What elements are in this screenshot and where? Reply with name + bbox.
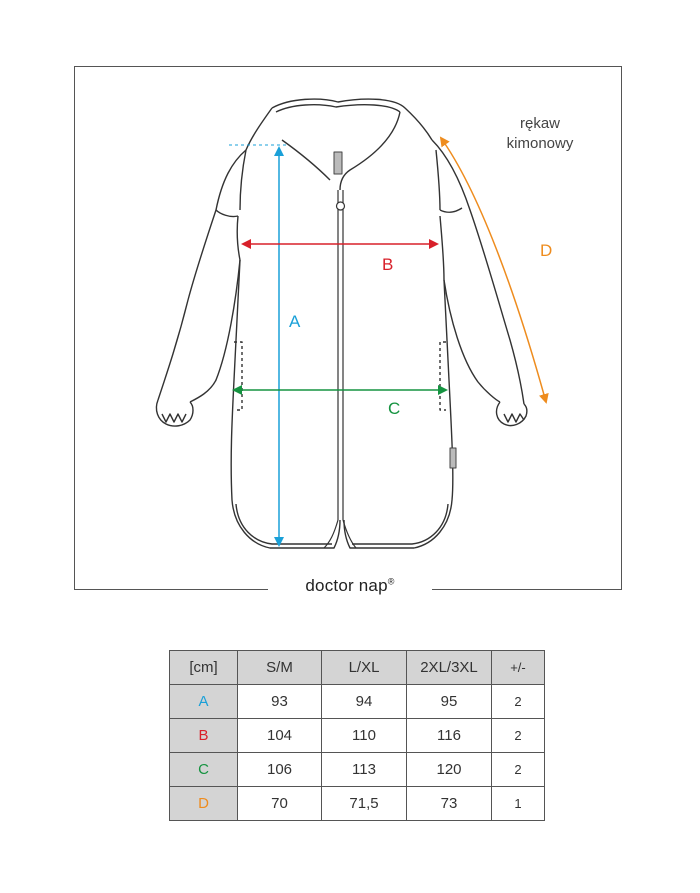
- row-key: C: [170, 753, 238, 787]
- table-cell: 73: [407, 787, 492, 821]
- table-cell: 2: [492, 719, 545, 753]
- measure-label-d: D: [540, 241, 553, 260]
- table-cell: 2: [492, 685, 545, 719]
- table-cell: 1: [492, 787, 545, 821]
- header-size-sm: S/M: [238, 651, 322, 685]
- coat-outline: [156, 99, 526, 548]
- table-cell: 120: [407, 753, 492, 787]
- table-cell: 93: [238, 685, 322, 719]
- row-key: D: [170, 787, 238, 821]
- table-cell: 110: [322, 719, 407, 753]
- registered-mark: ®: [387, 576, 395, 587]
- table-cell: 104: [238, 719, 322, 753]
- sleeve-note-line2: kimonowy: [506, 135, 574, 152]
- row-key: A: [170, 685, 238, 719]
- table-cell: 106: [238, 753, 322, 787]
- measure-label-b: B: [382, 255, 394, 274]
- sleeve-type-note: [480, 114, 600, 154]
- sleeve-note-line1: rękaw: [519, 115, 560, 132]
- table-row: [170, 753, 545, 787]
- header-size-lxl: L/XL: [322, 651, 407, 685]
- header-unit: [cm]: [170, 651, 238, 685]
- table-cell: 71,5: [322, 787, 407, 821]
- table-cell: 70: [238, 787, 322, 821]
- brand-name: doctor nap: [305, 576, 388, 595]
- table-cell: 94: [322, 685, 407, 719]
- table-row: [170, 787, 545, 821]
- table-cell: 2: [492, 753, 545, 787]
- header-size-2xl3xl: 2XL/3XL: [407, 651, 492, 685]
- table-cell: 113: [322, 753, 407, 787]
- table-row: [170, 685, 545, 719]
- header-tolerance: +/-: [492, 651, 545, 685]
- table-cell: 95: [407, 685, 492, 719]
- row-key: B: [170, 719, 238, 753]
- table-cell: 116: [407, 719, 492, 753]
- measure-label-a: A: [289, 312, 301, 331]
- table-header-row: [170, 651, 545, 685]
- measure-label-c: C: [388, 399, 401, 418]
- table-row: [170, 719, 545, 753]
- size-table: [169, 650, 545, 821]
